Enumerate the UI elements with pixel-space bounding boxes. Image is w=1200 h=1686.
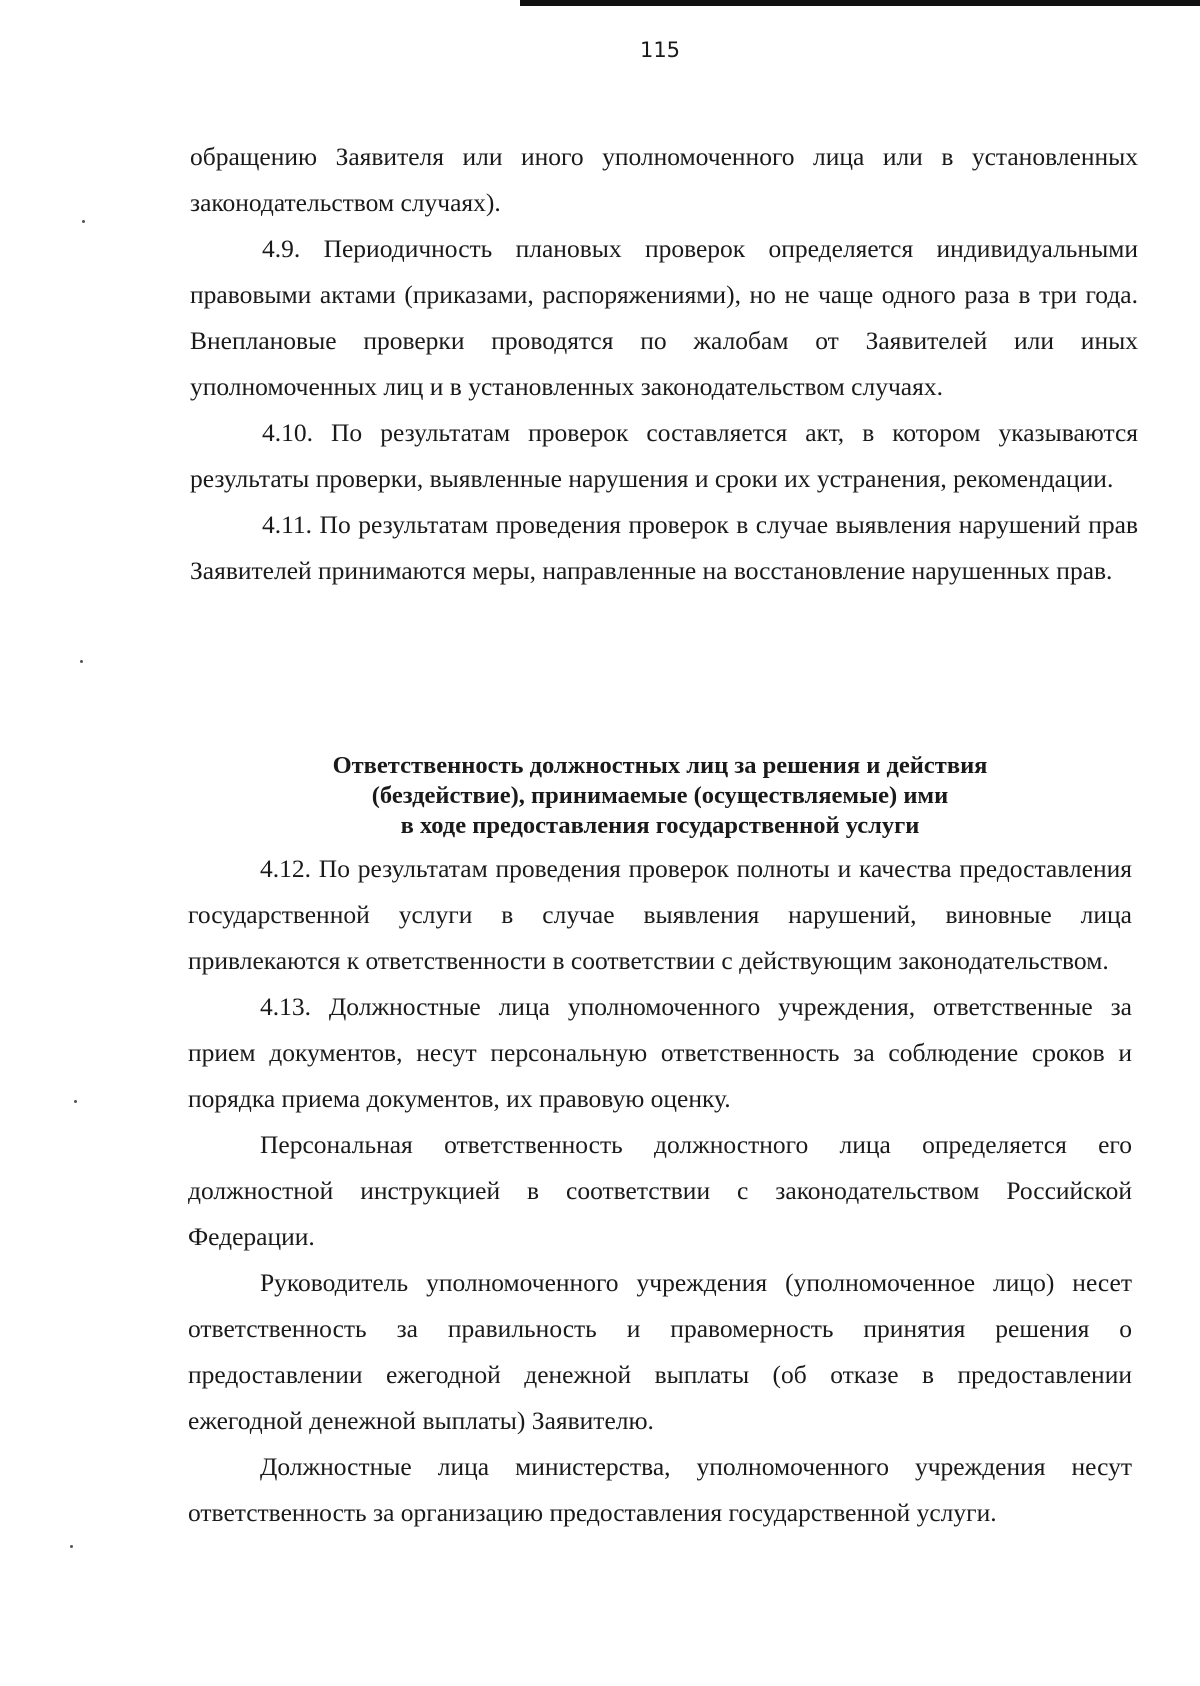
scan-speck (80, 660, 83, 663)
section-heading-line-3: в ходе предоставления государственной услуги (400, 812, 920, 839)
page-number: 115 (639, 38, 681, 62)
paragraph-4-13: 4.13. Должностные лица уполномоченного учреждения, ответственные за прием документов, несут персональную ответственность за соблюдение сроков и порядка приема документов, их правовую оценку. (188, 992, 1132, 1113)
scan-speck (82, 220, 85, 223)
scan-speck (74, 1100, 77, 1103)
paragraph-continuation: обращению Заявителя или иного уполномоченного лица или в установленных законодательством случаях). (190, 142, 1138, 217)
section-heading (0, 751, 1200, 841)
paragraph-4-9: 4.9. Периодичность плановых проверок определяется индивидуальными правовыми актами (приказами, распоряжениями), но не чаще одного раза в три года. Внеплановые проверки проводятся по жалобам от Заявителей или иных уполномоченных лиц и в установленных законодательством случаях. (190, 234, 1138, 401)
paragraph-personal-responsibility: Персональная ответственность должностного лица определяется его должностной инструкцией в соответствии с законодательством Российской Федерации. (188, 1130, 1132, 1251)
section-heading-line-2: (бездействие), принимаемые (осуществляемые) ими (371, 782, 949, 809)
paragraph-ministry-responsibility: Должностные лица министерства, уполномоченного учреждения несут ответственность за организацию предоставления государственной услуги. (188, 1452, 1132, 1527)
body-text-top (190, 134, 1138, 594)
paragraph-4-11: 4.11. По результатам проведения проверок в случае выявления нарушений прав Заявителей принимаются меры, направленные на восстановление нарушенных прав. (190, 510, 1138, 585)
scan-speck (70, 1545, 73, 1548)
body-text-bottom (188, 846, 1132, 1536)
paragraph-4-10: 4.10. По результатам проверок составляется акт, в котором указываются результаты проверки, выявленные нарушения и сроки их устранения, рекомендации. (190, 418, 1138, 493)
paragraph-4-12: 4.12. По результатам проведения проверок полноты и качества предоставления государственной услуги в случае выявления нарушений, виновные лица привлекаются к ответственности в соответствии с действующим законодательством. (188, 854, 1132, 975)
paragraph-head-responsibility: Руководитель уполномоченного учреждения (уполномоченное лицо) несет ответственность за правильность и правомерность принятия решения о предоставлении ежегодной денежной выплаты (об отказе в предоставлении ежегодной денежной выплаты) Заявителю. (188, 1268, 1132, 1435)
top-scan-border (520, 0, 1200, 6)
section-heading-line-1: Ответственность должностных лиц за решения и действия (332, 752, 988, 779)
